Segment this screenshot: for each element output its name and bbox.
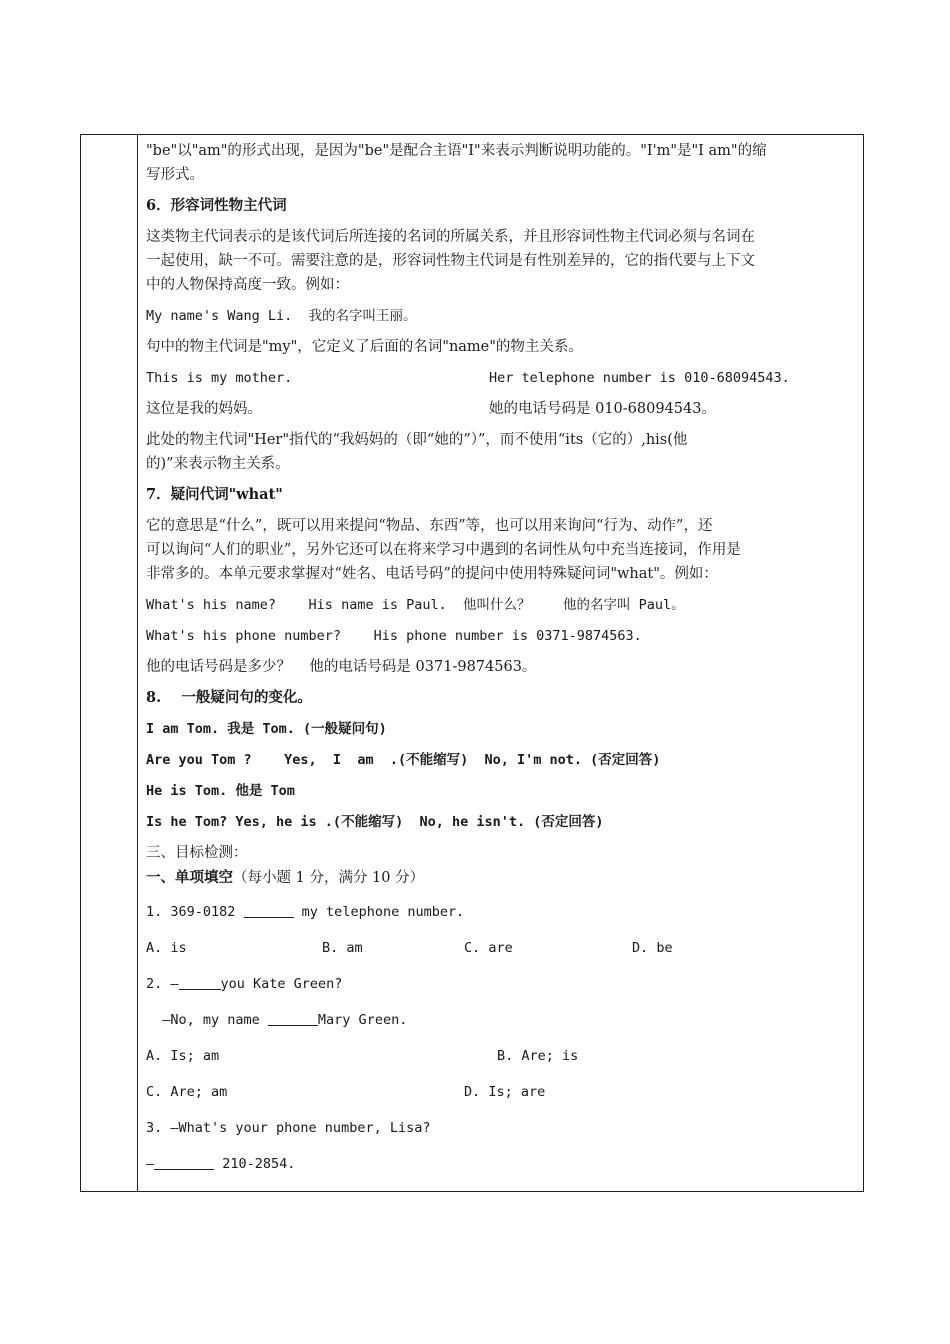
text-line: 中的人物保持高度一致。例如：: [146, 277, 349, 293]
q3-reply-post: 210-2854.: [214, 1156, 296, 1172]
section-6-title: 6．形容词性物主代词: [146, 197, 287, 214]
question-1-options: [146, 936, 856, 960]
question-2-options-row-1: [146, 1044, 856, 1068]
option-d[interactable]: D. Is; are: [464, 1084, 546, 1100]
answer-blank[interactable]: [244, 903, 294, 918]
text-line: 写形式。: [146, 167, 204, 183]
example-left: This is my mother.: [146, 370, 293, 386]
text-line: "be"以"am"的形式出现，是因为"be"是配合主语"I"来表示判断说明功能的。"I'm"是"I am"的缩: [146, 143, 767, 159]
option-a[interactable]: A. is: [146, 940, 187, 956]
text-line: 此处的物主代词"Her"指代的“我妈妈的（即“她的”）”，而不使用“its（它的）,his(他: [146, 432, 688, 448]
question-2: [146, 972, 856, 996]
text-line: 的)”来表示物主关系。: [146, 456, 290, 472]
option-b[interactable]: B. am: [322, 940, 363, 956]
question-3-reply: [146, 1152, 856, 1176]
section-8-title: 8. 一般疑问句的变化。: [146, 689, 312, 706]
part-1-heading: [146, 866, 856, 890]
option-a[interactable]: A. Is; am: [146, 1048, 220, 1064]
question-2-options-row-2: [146, 1080, 856, 1104]
example-note: 句中的物主代词是"my"，它定义了后面的名词"name"的物主关系。: [146, 339, 583, 355]
left-column: [81, 135, 138, 1191]
example-right-cn: 她的电话号码是 010-68094543。: [489, 401, 716, 417]
text-line: 非常多的。本单元要求掌握对“姓名、电话号码”的提问中使用特殊疑问词"what"。例如：: [146, 566, 718, 582]
answer-blank[interactable]: [268, 1011, 318, 1026]
section-3-title: 三、目标检测：: [146, 845, 248, 861]
intro-paragraph: [146, 139, 856, 187]
option-b[interactable]: B. Are; is: [497, 1048, 579, 1064]
q1-post: my telephone number.: [293, 904, 465, 920]
example-left-cn: 这位是我的妈妈。: [146, 401, 262, 417]
content-table: [80, 134, 864, 1192]
example-pair-cn: [146, 397, 856, 421]
answer-blank[interactable]: [154, 1155, 214, 1170]
question-2-reply: [146, 1008, 856, 1032]
part-1-rest: （每小题 1 分，满分 10 分）: [233, 870, 425, 886]
example-line: He is Tom. 他是 Tom: [146, 783, 295, 799]
answer-blank[interactable]: [179, 975, 221, 990]
part-1-bold: 一、单项填空: [146, 869, 233, 886]
question-3: 3. —What's your phone number, Lisa?: [146, 1120, 431, 1136]
section-6-note: [146, 428, 856, 476]
option-c[interactable]: C. Are; am: [146, 1084, 228, 1100]
q2-reply-pre: —No, my name: [146, 1012, 268, 1028]
q2-post: you Kate Green?: [220, 976, 343, 992]
example-line: What's his phone number? His phone number is 0371-9874563.: [146, 628, 642, 644]
q1-pre: 1. 369-0182: [146, 904, 244, 920]
text-line: 它的意思是“什么”，既可以用来提问“物品、东西”等，也可以用来询问“行为、动作”，还: [146, 518, 713, 534]
option-d[interactable]: D. be: [632, 940, 673, 956]
example-line: I am Tom. 我是 Tom. (一般疑问句): [146, 721, 387, 737]
example-pair: [146, 366, 856, 390]
text-line: 可以询问“人们的职业”，另外它还可以在将来学习中遇到的名词性从句中充当连接词，作用是: [146, 542, 741, 558]
example-line: Is he Tom? Yes, he is .(不能缩写) No, he isn't. (否定回答): [146, 814, 604, 830]
section-7-title: 7．疑问代词"what": [146, 486, 283, 503]
section-7-paragraph: [146, 514, 856, 586]
text-line: 这类物主代词表示的是该代词后所连接的名词的所属关系，并且形容词性物主代词必须与名词在: [146, 229, 755, 245]
option-c[interactable]: C. are: [464, 940, 513, 956]
section-6-paragraph: [146, 225, 856, 297]
example-line: Are you Tom ? Yes, I am .(不能缩写) No, I'm not. (否定回答): [146, 752, 661, 768]
example-right: Her telephone number is 010-68094543.: [489, 370, 790, 386]
text-line: 一起使用，缺一不可。需要注意的是，形容词性物主代词是有性别差异的，它的指代要与上下文: [146, 253, 755, 269]
q2-pre: 2. —: [146, 976, 179, 992]
example-line-cn: 他的电话号码是多少？ 他的电话号码是 0371-9874563。: [146, 659, 537, 675]
q3-reply-pre: —: [146, 1156, 155, 1172]
lesson-content: [146, 139, 856, 1188]
question-1: [146, 900, 856, 924]
q2-reply-post: Mary Green.: [317, 1012, 408, 1028]
example-line: My name's Wang Li. 我的名字叫王丽。: [146, 308, 417, 324]
example-line: What's his name? His name is Paul. 他叫什么？ 他的名字叫 Paul。: [146, 597, 685, 613]
